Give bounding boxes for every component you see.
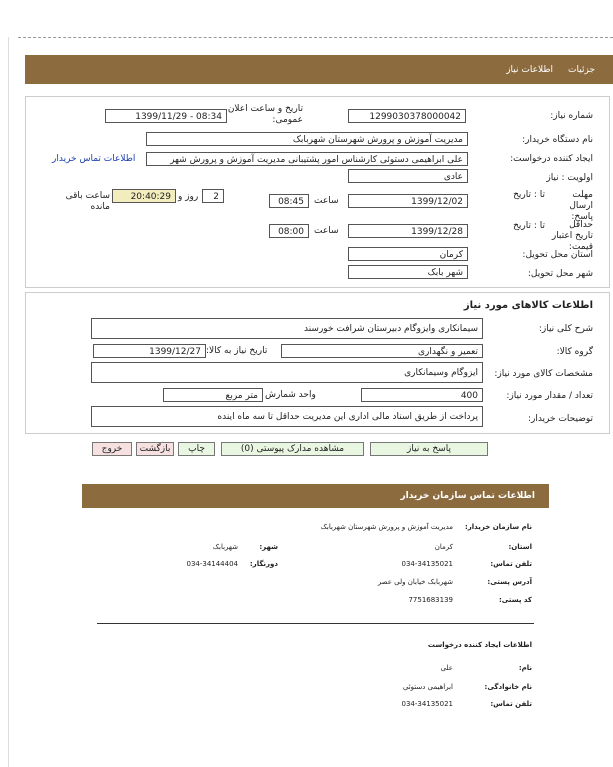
back-button[interactable]: بازگشت	[136, 442, 174, 456]
unit-field: متر مربع	[163, 388, 263, 402]
qty-label: تعداد / مقدار مورد نیاز:	[506, 391, 593, 401]
announce-date-label: تاریخ و ساعت اعلان عمومی:	[227, 104, 303, 125]
page-left-border	[8, 37, 9, 767]
buyer-notes-field: پرداخت از طریق اسناد مالی اداری این مدیریت حداقل تا سه ماه اینده	[91, 406, 483, 427]
contact-address-label: آدرس پستی:	[487, 578, 532, 586]
priority-field: عادی	[348, 169, 468, 183]
creator-label: ایجاد کننده درخواست:	[510, 154, 593, 164]
contact-city-value: شهربابک	[212, 543, 238, 551]
goods-panel	[25, 292, 610, 434]
contact-title: اطلاعات تماس سازمان خریدار	[400, 491, 535, 501]
print-button[interactable]: چاپ	[178, 442, 215, 456]
city-field: شهر بابک	[348, 265, 468, 279]
contact-city-label: شهر:	[259, 543, 278, 551]
creator-family-value: ابراهیمی دستوئی	[402, 683, 453, 691]
buyer-org-field: مدیریت آموزش و پرورش شهرستان شهربابک	[146, 132, 468, 146]
day-word-label: روز و	[178, 192, 199, 202]
province-label: استان محل تحویل:	[522, 250, 593, 260]
buyer-contact-link[interactable]: اطلاعات تماس خریدار	[52, 154, 136, 164]
priority-label: اولویت : نیاز	[546, 173, 593, 183]
contact-postal-label: کد پستی:	[498, 596, 532, 604]
contact-phone-label: تلفن تماس:	[490, 560, 532, 568]
view-documents-button[interactable]: مشاهده مدارک پیوستی (0)	[221, 442, 364, 456]
deadline-date-field: 1399/12/02	[348, 194, 468, 208]
group-field: تعمیر و نگهداری	[281, 344, 483, 358]
contact-postal-value: 7751683139	[408, 596, 453, 604]
creator-phone-label: تلفن تماس:	[490, 700, 532, 708]
contact-address-value: شهربابک خیابان ولی عصر	[377, 578, 453, 586]
validity-date-field: 1399/12/28	[348, 224, 468, 238]
validity-until-label: تا : تاریخ	[513, 221, 545, 231]
city-label: شهر محل تحویل:	[527, 269, 593, 279]
tab-need-info[interactable]: اطلاعات نیاز	[506, 65, 553, 75]
tab-details[interactable]: جزئیات	[568, 65, 595, 75]
group-label: گروه کالا:	[556, 347, 593, 357]
hours-left-label: ساعت باقی مانده	[65, 191, 110, 212]
exit-button[interactable]: خروج	[92, 442, 132, 456]
goods-section-title: اطلاعات کالاهای مورد نیاز	[463, 300, 593, 311]
contact-header	[82, 484, 549, 508]
deadline-label: مهلت ارسال پاسخ:	[569, 190, 593, 222]
creator-name-value: علی	[440, 664, 453, 672]
contact-org-label: نام سازمان خریدار:	[464, 523, 532, 531]
need-info-panel	[25, 96, 610, 288]
validity-time-field: 08:00	[269, 224, 309, 238]
creator-section-title: اطلاعات ایجاد کننده درخواست	[427, 641, 532, 649]
buyer-org-label: نام دستگاه خریدار:	[522, 135, 593, 145]
deadline-time-label: ساعت	[314, 196, 339, 206]
qty-field: 400	[361, 388, 483, 402]
specs-label: مشخصات کالای مورد نیاز:	[494, 369, 593, 379]
page-header	[25, 55, 613, 84]
contact-province-value: کرمان	[434, 543, 453, 551]
province-field: کرمان	[348, 247, 468, 261]
validity-time-label: ساعت	[314, 226, 339, 236]
contact-divider	[97, 623, 534, 624]
desc-label: شرح کلی نیاز:	[538, 324, 593, 334]
deadline-time-field: 08:45	[269, 194, 309, 208]
contact-province-label: استان:	[508, 543, 532, 551]
contact-fax-value: 034-34144404	[186, 560, 238, 568]
days-left-field: 2	[202, 189, 224, 203]
creator-field: علی ابراهیمی دستوئی کارشناس امور پشتیبانی مدیریت آموزش و پرورش شهر	[146, 152, 468, 166]
contact-fax-label: دورنگار:	[249, 560, 278, 568]
contact-org-value: مدیریت آموزش و پرورش شهرستان شهربابک	[320, 523, 453, 531]
need-date-field: 1399/12/27	[93, 344, 206, 358]
need-date-label: تاریخ نیاز به کالا:	[206, 346, 268, 356]
reply-button[interactable]: پاسخ به نیاز	[370, 442, 488, 456]
creator-name-label: نام:	[518, 664, 532, 672]
desc-field: سیمانکاری وایزوگام دبیرستان شرافت خورسند	[91, 318, 483, 339]
need-number-label: شماره نیاز:	[550, 111, 593, 121]
contact-phone-value: 034-34135021	[401, 560, 453, 568]
page-top-divider	[18, 37, 613, 38]
deadline-until-label: تا : تاریخ	[513, 190, 545, 200]
announce-date-field: 1399/11/29 - 08:34	[105, 109, 227, 123]
unit-label: واحد شمارش	[265, 390, 316, 400]
buyer-notes-label: توضیحات خریدار:	[527, 414, 593, 424]
creator-family-label: نام خانوادگی:	[484, 683, 532, 691]
countdown-field: 20:40:29	[112, 189, 176, 203]
need-number-field: 1299030378000042	[348, 109, 466, 123]
creator-phone-value: 034-34135021	[401, 700, 453, 708]
specs-field: ایزوگام وسیمانکاری	[91, 362, 483, 383]
validity-label: حداقل تاریخ اعتبار قیمت:	[551, 220, 593, 252]
